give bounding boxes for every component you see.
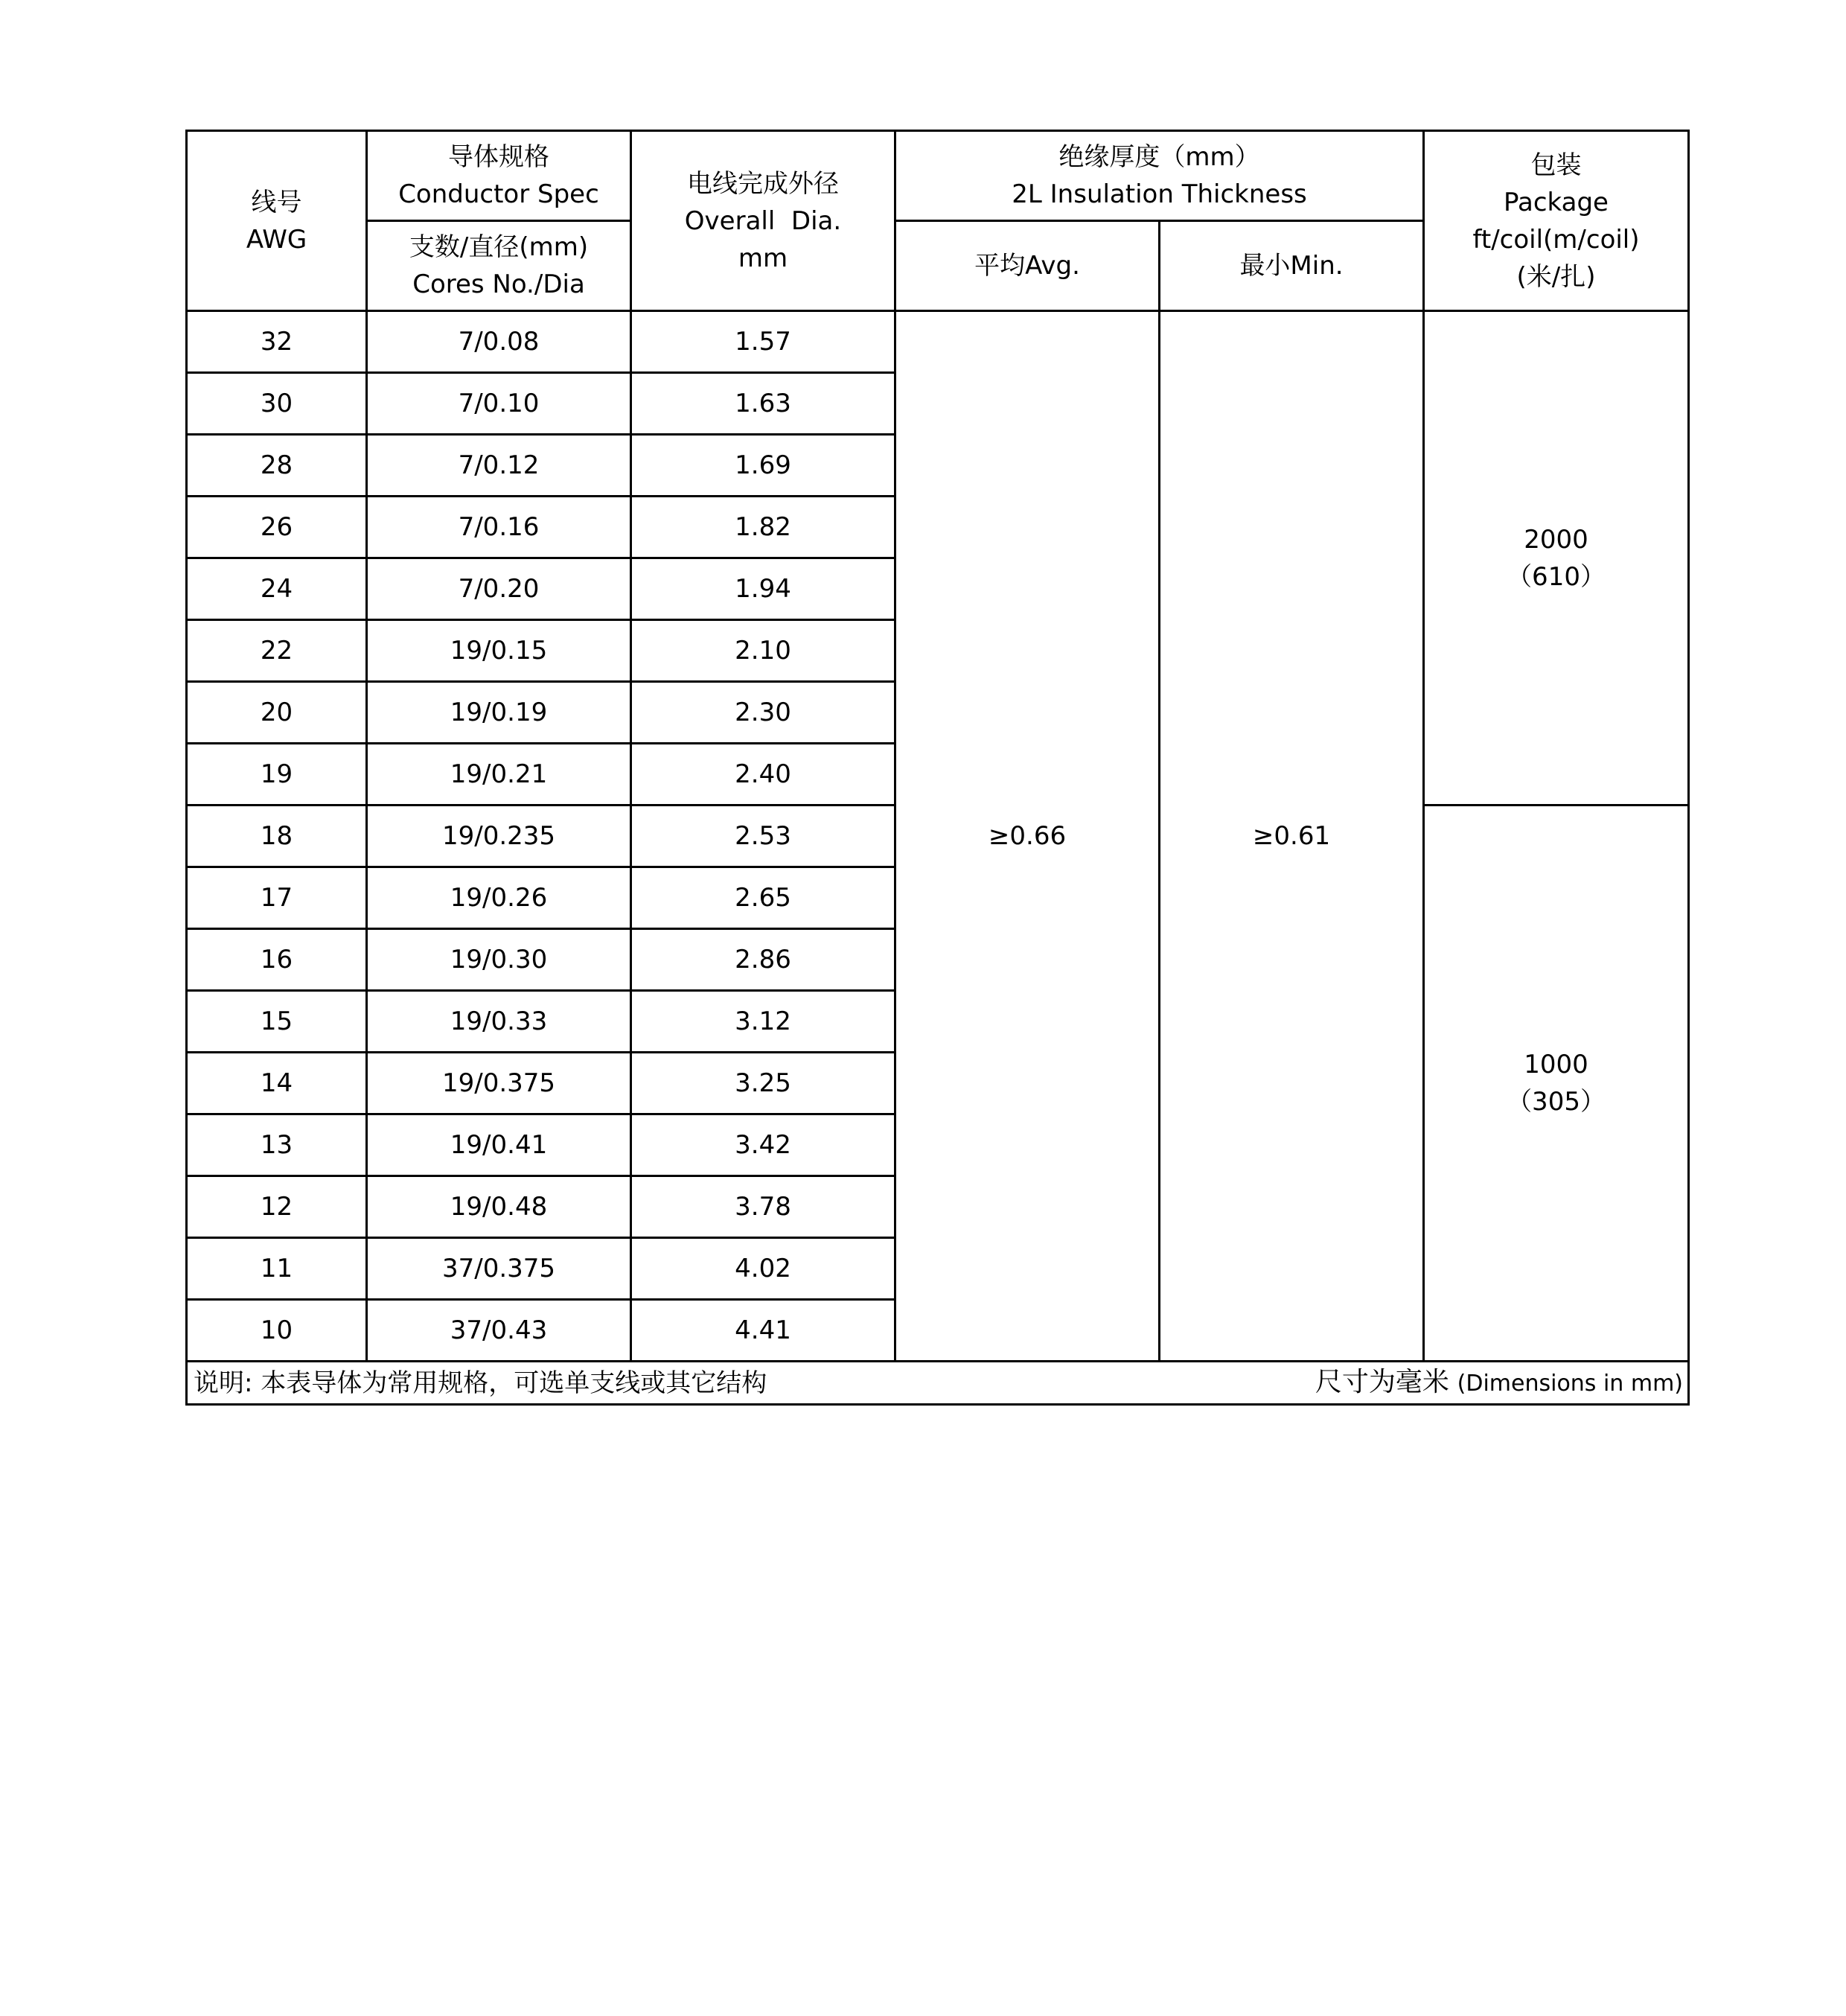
overall-dia-header-en: Overall Dia.: [684, 205, 842, 236]
awg-cell: 20: [187, 682, 367, 744]
package-ft: 1000: [1524, 1050, 1588, 1079]
package-header-en: Package: [1504, 187, 1609, 217]
footer-note: 说明: 本表导体为常用规格，可选单支线或其它结构: [187, 1362, 895, 1405]
awg-cell: 14: [187, 1053, 367, 1114]
footer-units: [895, 1362, 1689, 1405]
insulation-min-value: ≥0.61: [1160, 311, 1424, 1362]
awg-header-zh: 线号: [251, 187, 302, 217]
overall-dia-cell: 4.02: [631, 1238, 895, 1300]
overall-dia-cell: 1.82: [631, 497, 895, 558]
overall-dia-cell: 2.30: [631, 682, 895, 744]
cores-dia-cell: 7/0.08: [367, 311, 631, 373]
insulation-thickness-header-en: 2L Insulation Thickness: [1012, 179, 1307, 209]
awg-cell: 10: [187, 1300, 367, 1362]
overall-dia-cell: 1.63: [631, 373, 895, 435]
package-header: [1424, 131, 1689, 311]
package-m: （305）: [1507, 1087, 1606, 1117]
awg-cell: 11: [187, 1238, 367, 1300]
overall-dia-cell: 3.42: [631, 1114, 895, 1176]
cores-dia-cell: 19/0.21: [367, 744, 631, 806]
cores-dia-cell: 7/0.10: [367, 373, 631, 435]
cores-dia-cell: 19/0.33: [367, 991, 631, 1053]
awg-cell: 18: [187, 806, 367, 867]
awg-cell: 17: [187, 867, 367, 929]
awg-cell: 26: [187, 497, 367, 558]
table-row: [187, 311, 1689, 373]
awg-cell: 24: [187, 558, 367, 620]
overall-dia-cell: 1.69: [631, 435, 895, 497]
awg-cell: 13: [187, 1114, 367, 1176]
cores-dia-header: [367, 221, 631, 311]
awg-cell: 12: [187, 1176, 367, 1238]
footer-units-en: (Dimensions in mm): [1457, 1370, 1684, 1397]
conductor-spec-header: [367, 131, 631, 221]
cores-dia-cell: 19/0.15: [367, 620, 631, 682]
overall-dia-header-unit: mm: [738, 243, 788, 273]
cores-dia-cell: 7/0.20: [367, 558, 631, 620]
overall-dia-cell: 1.94: [631, 558, 895, 620]
cores-dia-cell: 19/0.48: [367, 1176, 631, 1238]
cores-dia-cell: 19/0.26: [367, 867, 631, 929]
package-header-zh: 包装: [1530, 150, 1582, 180]
overall-dia-cell: 1.57: [631, 311, 895, 373]
awg-cell: 22: [187, 620, 367, 682]
cores-dia-cell: 37/0.375: [367, 1238, 631, 1300]
awg-header: [187, 131, 367, 311]
awg-cell: 32: [187, 311, 367, 373]
overall-dia-cell: 2.40: [631, 744, 895, 806]
cores-dia-cell: 19/0.375: [367, 1053, 631, 1114]
footer-row: [187, 1362, 1689, 1405]
overall-dia-cell: 2.10: [631, 620, 895, 682]
overall-dia-cell: 2.86: [631, 929, 895, 991]
overall-dia-cell: 2.53: [631, 806, 895, 867]
awg-cell: 19: [187, 744, 367, 806]
cores-dia-header-en: Cores No./Dia: [412, 269, 585, 299]
cores-dia-cell: 19/0.30: [367, 929, 631, 991]
cores-dia-cell: 19/0.41: [367, 1114, 631, 1176]
package-value: [1424, 311, 1689, 806]
overall-dia-cell: 2.65: [631, 867, 895, 929]
overall-dia-cell: 3.78: [631, 1176, 895, 1238]
overall-dia-cell: 4.41: [631, 1300, 895, 1362]
cores-dia-cell: 19/0.19: [367, 682, 631, 744]
awg-cell: 30: [187, 373, 367, 435]
insulation-thickness-header-zh: 绝缘厚度（mm）: [1058, 142, 1260, 172]
cores-dia-header-zh: 支数/直径(mm): [409, 232, 589, 262]
package-header-unit-zh: (米/扎): [1516, 261, 1596, 292]
package-header-unit: ft/coil(m/coil): [1472, 224, 1640, 255]
insulation-min-header: 最小Min.: [1160, 221, 1424, 311]
overall-dia-header: [631, 131, 895, 311]
awg-header-en: AWG: [246, 224, 307, 255]
footer-units-zh: 尺寸为毫米: [1315, 1366, 1449, 1397]
package-value: [1424, 806, 1689, 1362]
conductor-spec-header-en: Conductor Spec: [398, 179, 599, 209]
insulation-avg-value: ≥0.66: [895, 311, 1160, 1362]
awg-cell: 15: [187, 991, 367, 1053]
spec-sheet: [185, 130, 1690, 1406]
cores-dia-cell: 7/0.12: [367, 435, 631, 497]
insulation-avg-header: 平均Avg.: [895, 221, 1160, 311]
awg-cell: 28: [187, 435, 367, 497]
insulation-thickness-header: [895, 131, 1424, 221]
overall-dia-header-zh: 电线完成外径: [687, 168, 839, 199]
cores-dia-cell: 37/0.43: [367, 1300, 631, 1362]
cores-dia-cell: 7/0.16: [367, 497, 631, 558]
package-ft: 2000: [1524, 524, 1588, 555]
cores-dia-cell: 19/0.235: [367, 806, 631, 867]
wire-spec-table: [185, 130, 1690, 1406]
overall-dia-cell: 3.25: [631, 1053, 895, 1114]
conductor-spec-header-zh: 导体规格: [448, 142, 549, 172]
overall-dia-cell: 3.12: [631, 991, 895, 1053]
awg-cell: 16: [187, 929, 367, 991]
header-row-top: [187, 131, 1689, 221]
package-m: （610）: [1507, 561, 1606, 592]
